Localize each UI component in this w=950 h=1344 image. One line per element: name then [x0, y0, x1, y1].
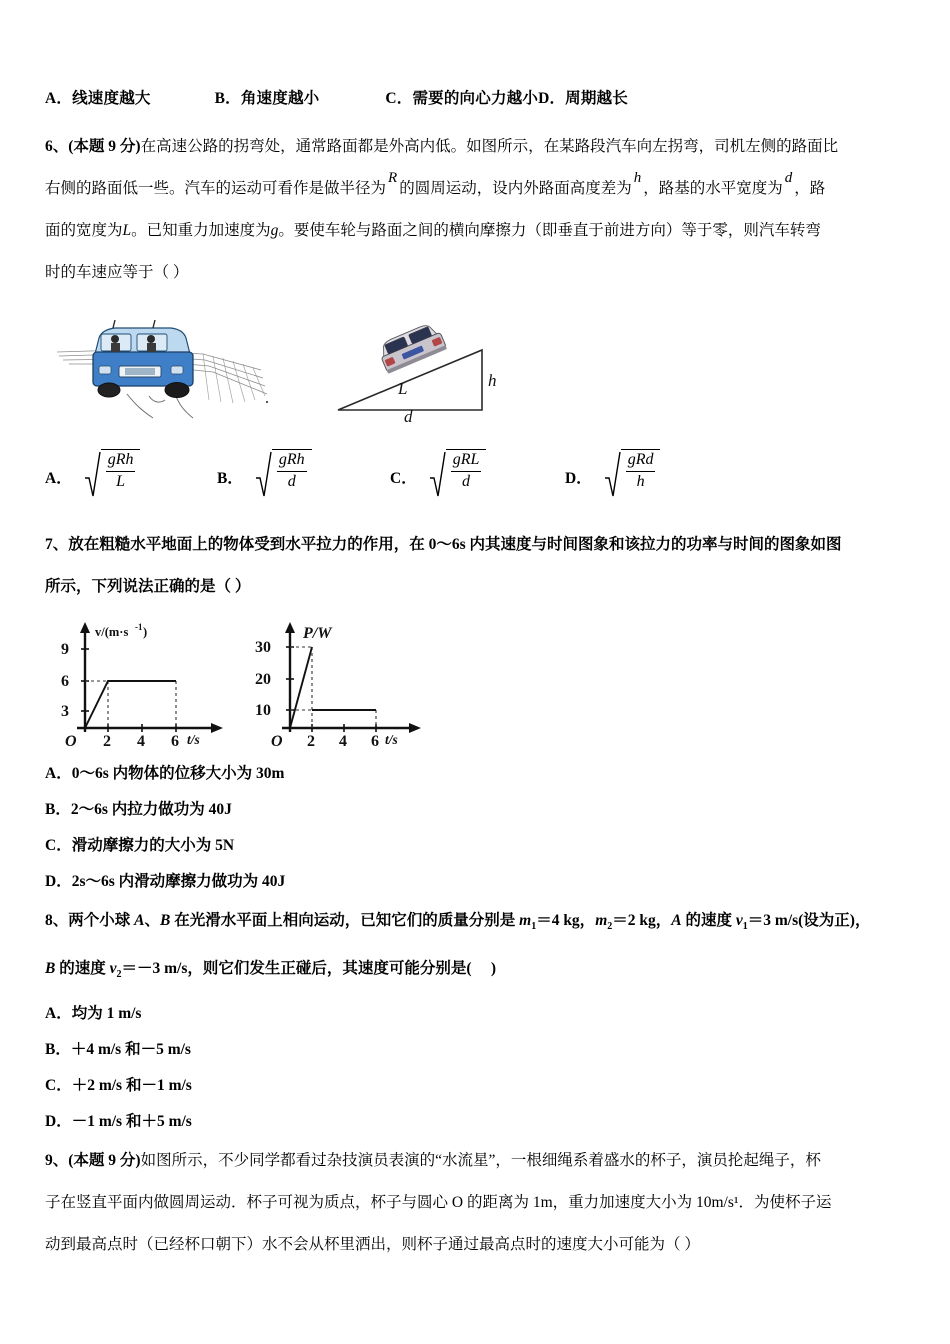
page-content: [45, 82, 913, 1266]
q7-option-c: C．滑动摩擦力的大小为 5N: [45, 837, 235, 854]
q6-stem-line-2: [45, 168, 913, 210]
q5-option-d: D．周期越长: [538, 90, 628, 107]
q7-text-2: 所示，下列说法正确的是（ ）: [45, 578, 251, 595]
q7-option-d: D．2s～6s 内滑动摩擦力做功为 40J: [45, 873, 286, 890]
pt-xtick-6: 6: [371, 733, 379, 746]
q6-option-c-label: C．: [390, 470, 417, 487]
q6-option-b-label: B．: [217, 470, 243, 487]
q6-option-c-den: d: [451, 471, 482, 492]
q6-option-a: [45, 448, 140, 498]
q6-option-c: [390, 448, 486, 498]
incline-triangle-diagram: [330, 318, 510, 422]
q6-var-d: d: [784, 170, 793, 186]
svg-text:-1: -1: [135, 622, 143, 632]
q6-var-R: R: [388, 170, 398, 186]
q6-text-2b: 的圆周运动，设内外路面高度差为: [399, 180, 632, 197]
q6-option-a-num: gRh: [107, 451, 134, 468]
incline-label-L: L: [398, 379, 408, 398]
banked-road-car-illustration: [53, 308, 293, 420]
q9-text-1: 如图所示，不少同学都看过杂技演员表演的“水流星”，一根细绳系着盛水的杯子，演员抡起绳子，杯: [140, 1152, 821, 1170]
q6-points: (本题 9 分): [68, 138, 141, 155]
radical-icon: [429, 448, 487, 498]
vt-ytick-3: 3: [61, 703, 69, 720]
pt-origin-label: O: [271, 733, 283, 746]
pt-ytick-30: 30: [255, 639, 271, 656]
q8-option-c: C．＋2 m/s 和－1 m/s: [45, 1077, 192, 1095]
q8-stem-line-2: B 的速度 $v_2=-3$ m/s，则它们发生正碰后，其速度可能分别是( ): [45, 960, 497, 981]
incline-label-h: h: [488, 371, 497, 390]
vt-ytick-6: 6: [61, 673, 69, 690]
velocity-time-chart: [47, 614, 247, 746]
q7-option-a: A．0～6s 内物体的位移大小为 30m: [45, 765, 285, 782]
q8-option-d: D．－1 m/s 和＋5 m/s: [45, 1113, 192, 1131]
pt-ylabel: P/W: [303, 625, 332, 642]
q5-option-c: C．需要的向心力越小: [385, 90, 539, 107]
q8-stem-line-1: 8、两个小球 A、B 在光滑水平面上相向运动，已知它们的质量分别是 $m_1=4$ kg，$m_2=2$ kg，A 的速度 $v_1=3$ m/s(设为正)，: [45, 912, 871, 933]
q6-stem-line-3: [45, 210, 913, 252]
q6-option-d-den: h: [626, 471, 656, 492]
q7-number: 7、: [45, 536, 69, 553]
q6-stem-line-4: [45, 252, 913, 294]
q7-text-1: 放在粗糙水平地面上的物体受到水平拉力的作用，在 0～6s 内其速度与时间图象和该拉力的功率与时间的图象如图: [68, 536, 842, 553]
q8-option-a: A．均为 1 m/s: [45, 1005, 142, 1023]
q6-figure-row: [45, 308, 913, 432]
vt-ylabel: v/(m·s: [95, 625, 129, 639]
q6-option-a-label: A．: [45, 470, 72, 487]
q9-points: (本题 9 分): [68, 1152, 141, 1170]
q8-option-b: B．＋4 m/s 和－5 m/s: [45, 1041, 191, 1059]
q9-number: 9、: [45, 1152, 69, 1170]
q6-option-d: [565, 448, 660, 498]
q6-option-a-den: L: [106, 471, 136, 492]
radical-icon: [255, 448, 312, 498]
q7-stem-line-1: [45, 524, 913, 566]
q6-options-row: [45, 448, 913, 510]
q6-option-b: [217, 448, 312, 498]
pt-xlabel: t/s: [385, 732, 398, 746]
pt-xtick-2: 2: [307, 733, 315, 746]
q5-option-b: B．角速度越小: [214, 90, 320, 107]
pt-ytick-10: 10: [255, 702, 271, 719]
q6-option-d-num: gRd: [627, 451, 654, 468]
q6-text-2d: ，路: [794, 180, 826, 197]
pt-xtick-4: 4: [339, 733, 347, 746]
q6-option-b-num: gRh: [278, 451, 305, 468]
vt-xtick-6: 6: [171, 733, 179, 746]
radical-icon: [84, 448, 141, 498]
power-time-chart: [245, 614, 445, 746]
q6-option-b-den: d: [277, 471, 307, 492]
q7-graphs: [47, 614, 913, 746]
q7-stem-line-2: [45, 566, 913, 608]
q5-option-a: A．线速度越大: [45, 90, 151, 107]
q6-var-L: L: [122, 222, 132, 239]
vt-origin-label: O: [65, 733, 77, 746]
incline-label-d: d: [404, 407, 413, 422]
q8-number: 8、: [45, 912, 69, 929]
q6-var-h: h: [633, 170, 642, 186]
q6-option-d-label: D．: [565, 470, 592, 487]
q6-var-g: g: [270, 222, 279, 239]
q5-options-row: [45, 82, 913, 116]
q6-text-3b: 。已知重力加速度为: [131, 222, 271, 239]
svg-text:): ): [143, 625, 148, 639]
vt-xlabel: t/s: [187, 732, 200, 746]
q6-text-4: 时的车速应等于（ ）: [45, 264, 189, 281]
q6-text-1: 在高速公路的拐弯处，通常路面都是外高内低。如图所示，在某路段汽车向左拐弯，司机左侧的路面比: [140, 138, 839, 155]
vt-ytick-9: 9: [61, 641, 69, 658]
q6-text-3a: 面的宽度为: [45, 222, 123, 239]
q9-stem-line-3: [45, 1224, 913, 1266]
q6-text-3c: 。要使车轮与路面之间的横向摩擦力（即垂直于前进方向）等于零，则汽车转弯: [278, 222, 821, 239]
pt-ytick-20: 20: [255, 671, 271, 688]
q7-option-b: B．2～6s 内拉力做功为 40J: [45, 801, 232, 818]
q9-text-3: 动到最高点时（已经杯口朝下）水不会从杯里洒出，则杯子通过最高点时的速度大小可能为（ ）: [45, 1236, 700, 1254]
q9-text-2: 子在竖直平面内做圆周运动．杯子可视为质点，杯子与圆心 O 的距离为 1m，重力加速度大小为 10m/s¹．为使杯子运: [45, 1194, 832, 1212]
radical-icon: [604, 448, 661, 498]
q9-stem-line-2: [45, 1182, 913, 1224]
q6-text-2c: ，路基的水平宽度为: [643, 180, 783, 197]
q6-text-2a: 右侧的路面低一些。汽车的运动可看作是做半径为: [45, 180, 387, 197]
q6-option-c-num: gRL: [452, 451, 480, 468]
vt-xtick-4: 4: [137, 733, 145, 746]
q6-number: 6、: [45, 138, 69, 155]
vt-xtick-2: 2: [103, 733, 111, 746]
q9-stem-line-1: [45, 1140, 913, 1182]
